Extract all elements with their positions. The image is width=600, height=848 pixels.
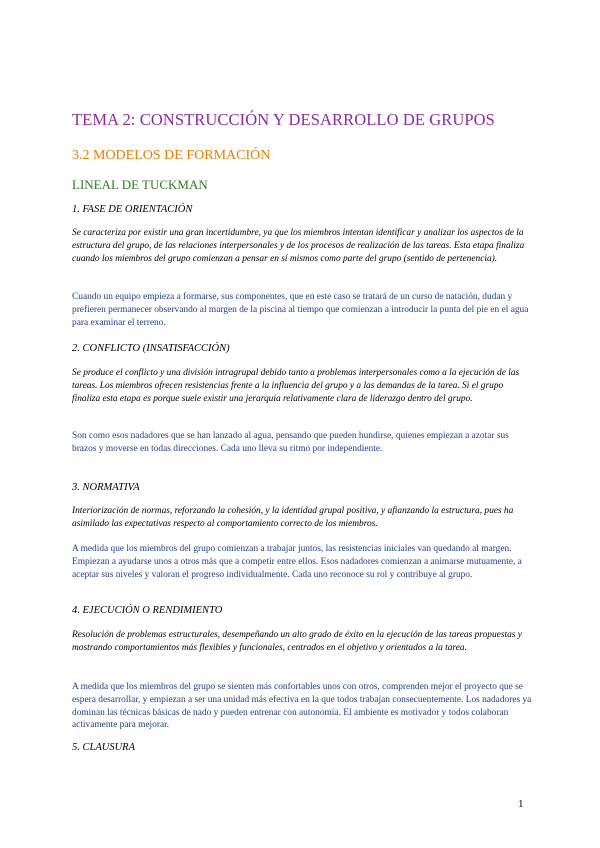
phase-description-ejecucion: Resolución de problemas estructurales, desempeñando un alto grado de éxito en la ejecución de las tareas propuestas y mostrando comportamientos más flexibles y funcionales, centrados en el objetivo y orientados a la tarea. bbox=[72, 630, 522, 653]
phase-example-conflicto: Son como esos nadadores que se han lanzado al agua, pensando que pueden hundirse, quienes empiezan a azotar sus brazos y moverse en todas direcciones. Cada uno lleva su ritmo por independiente. bbox=[72, 431, 509, 454]
phase-description-conflicto: Se produce el conflicto y una división intragrupal debido tanto a problemas interpersonales como a la ejecución de las tareas. Los miembros ofrecen resistencias frente a la influencia del grupo y a las demandas de la tarea. Si el grupo finaliza esta etapa es porque suele existir una jerarquía relativamente clara de liderazgo dentro del grupo. bbox=[72, 368, 520, 404]
phase-heading-normativa: 3. NORMATIVA bbox=[72, 482, 140, 493]
phase-heading-ejecucion: 4. EJECUCIÓN O RENDIMIENTO bbox=[72, 605, 223, 616]
phase-example-orientacion: Cuando un equipo empieza a formarse, sus componentes, que en este caso se tratará de un curso de natación, dudan y prefieren permanecer observando al margen de la piscina al tiempo que comienzan a introducir la punta del pie en el agua para examinar el terreno. bbox=[72, 292, 529, 328]
phase-example-normativa: A medida que los miembros del grupo comienzan a trabajar juntos, las resistencias iniciales van quedando al margen. Empiezan a ayudarse unos a otros más que a competir entre ellos. Esos nadadores comienzan a animarse mutuamente, a aceptar sus niveles y valoran el progreso individualmente. Cada uno reconoce su rol y contribuye al grupo. bbox=[72, 544, 522, 580]
model-heading: LINEAL DE TUCKMAN bbox=[72, 177, 208, 192]
phase-example-ejecucion: A medida que los miembros del grupo se sienten más confortables unos con otros, comprenden mejor el proyecto que se espera desarrollar, y empiezan a ser una unidad más efectiva en la que todos trabajan consecuentemente. Los nadadores ya dominan las técnicas básicas de nado y pueden entrenar con autonomía. El ambiente es motivador y todos colaboran activamente para mejorar. bbox=[72, 682, 532, 731]
phase-heading-conflicto: 2. CONFLICTO (INSATISFACCIÓN) bbox=[72, 343, 230, 354]
document-title: TEMA 2: CONSTRUCCIÓN Y DESARROLLO DE GRUPOS bbox=[72, 110, 495, 129]
page-number: 1 bbox=[518, 798, 524, 810]
phase-description-orientacion: Se caracteriza por existir una gran incertidumbre, ya que los miembros intentan identificar y analizar los aspectos de la estructura del grupo, de las relaciones interpersonales y de los procesos de realización de las tareas. Esta etapa finaliza cuando los miembros del grupo comienzan a pensar en sí mismos como parte del grupo (sentido de pertenencia). bbox=[72, 228, 525, 264]
phase-description-normativa: Interiorización de normas, reforzando la cohesión, y la identidad grupal positiva, y afianzando la estructura, pues ha asimilado las expectativas respecto al comportamiento correcto de los miembros. bbox=[72, 506, 514, 529]
section-subtitle: 3.2 MODELOS DE FORMACIÓN bbox=[72, 148, 271, 163]
phase-heading-clausura: 5. CLAUSURA bbox=[72, 742, 135, 753]
phase-heading-orientacion: 1. FASE DE ORIENTACIÓN bbox=[72, 204, 193, 215]
